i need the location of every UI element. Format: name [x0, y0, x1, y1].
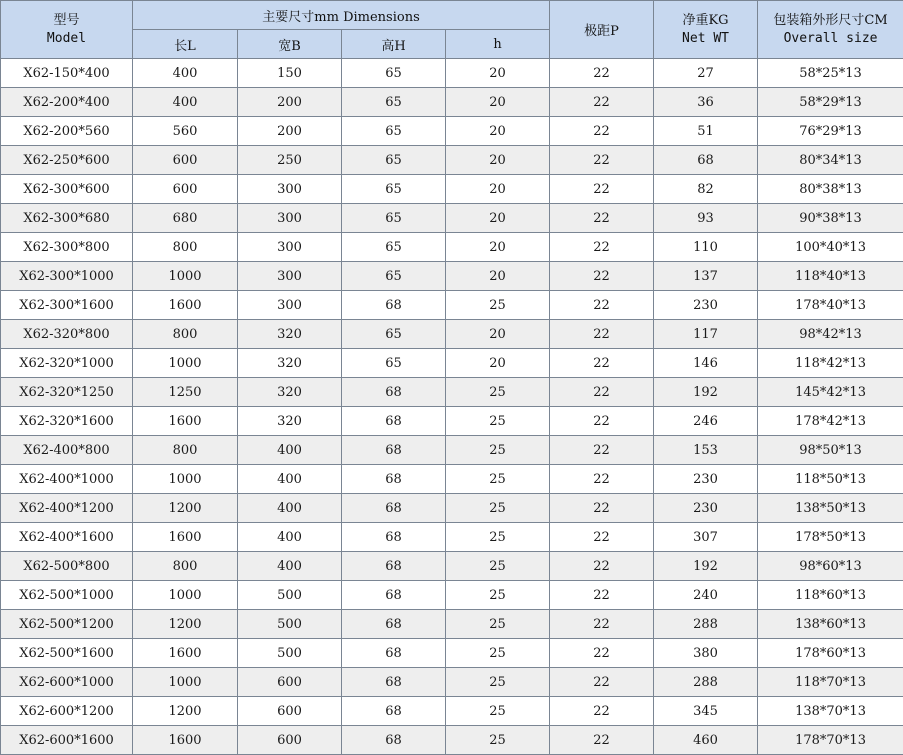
length-cell: 1000	[133, 668, 238, 697]
weight-cell: 240	[654, 581, 758, 610]
length-cell: 1000	[133, 465, 238, 494]
pitch-cell: 22	[550, 117, 654, 146]
width-cell: 200	[238, 88, 342, 117]
weight-cell: 230	[654, 291, 758, 320]
height-cell: 65	[342, 349, 446, 378]
length-cell: 1250	[133, 378, 238, 407]
h-cell: 25	[446, 436, 550, 465]
overall-size-cell: 98*42*13	[758, 320, 903, 349]
h-cell: 25	[446, 494, 550, 523]
overall-size-cell: 118*50*13	[758, 465, 903, 494]
model-cell: X62-400*800	[1, 436, 133, 465]
model-cell: X62-600*1600	[1, 726, 133, 755]
height-cell: 68	[342, 668, 446, 697]
table-row	[1, 117, 903, 146]
table-row	[1, 639, 903, 668]
table-row	[1, 146, 903, 175]
height-cell: 65	[342, 59, 446, 88]
width-cell: 320	[238, 378, 342, 407]
h-cell: 25	[446, 378, 550, 407]
weight-cell: 36	[654, 88, 758, 117]
overall-size-cell: 178*70*13	[758, 726, 903, 755]
table-row	[1, 581, 903, 610]
pitch-cell: 22	[550, 262, 654, 291]
height-cell: 68	[342, 697, 446, 726]
height-cell: 65	[342, 233, 446, 262]
overall-size-cell: 80*38*13	[758, 175, 903, 204]
pitch-cell: 22	[550, 378, 654, 407]
length-cell: 1600	[133, 639, 238, 668]
table-row	[1, 697, 903, 726]
width-cell: 400	[238, 494, 342, 523]
width-cell: 600	[238, 697, 342, 726]
weight-cell: 93	[654, 204, 758, 233]
table-row	[1, 262, 903, 291]
table-row	[1, 59, 903, 88]
length-cell: 1600	[133, 523, 238, 552]
table-body	[1, 59, 903, 755]
table-row	[1, 610, 903, 639]
length-cell: 600	[133, 175, 238, 204]
h-header: h	[446, 30, 550, 59]
weight-header-en: Net WT	[682, 30, 730, 46]
h-cell: 25	[446, 668, 550, 697]
model-cell: X62-200*400	[1, 88, 133, 117]
h-cell: 20	[446, 262, 550, 291]
pitch-cell: 22	[550, 581, 654, 610]
h-cell: 25	[446, 610, 550, 639]
weight-cell: 307	[654, 523, 758, 552]
weight-cell: 192	[654, 378, 758, 407]
overall-size-header-cn: 包装箱外形尺寸CM	[773, 12, 888, 28]
pitch-cell: 22	[550, 697, 654, 726]
pitch-cell: 22	[550, 494, 654, 523]
width-cell: 200	[238, 117, 342, 146]
length-cell: 560	[133, 117, 238, 146]
height-cell: 65	[342, 88, 446, 117]
height-cell: 65	[342, 117, 446, 146]
overall-size-cell: 145*42*13	[758, 378, 903, 407]
length-cell: 800	[133, 320, 238, 349]
height-cell: 68	[342, 436, 446, 465]
model-cell: X62-200*560	[1, 117, 133, 146]
weight-header	[654, 1, 758, 59]
weight-cell: 345	[654, 697, 758, 726]
pitch-cell: 22	[550, 233, 654, 262]
model-cell: X62-320*800	[1, 320, 133, 349]
length-cell: 1600	[133, 407, 238, 436]
length-cell: 680	[133, 204, 238, 233]
h-cell: 20	[446, 320, 550, 349]
width-cell: 320	[238, 349, 342, 378]
h-cell: 20	[446, 175, 550, 204]
length-cell: 1600	[133, 726, 238, 755]
pitch-cell: 22	[550, 204, 654, 233]
pitch-header: 极距P	[550, 1, 654, 59]
overall-size-cell: 138*50*13	[758, 494, 903, 523]
h-cell: 25	[446, 726, 550, 755]
model-cell: X62-320*1000	[1, 349, 133, 378]
model-cell: X62-500*1200	[1, 610, 133, 639]
overall-size-cell: 118*42*13	[758, 349, 903, 378]
model-cell: X62-400*1600	[1, 523, 133, 552]
pitch-cell: 22	[550, 175, 654, 204]
length-cell: 400	[133, 88, 238, 117]
h-cell: 25	[446, 407, 550, 436]
h-cell: 25	[446, 581, 550, 610]
model-header-cn: 型号	[53, 12, 80, 28]
weight-cell: 288	[654, 668, 758, 697]
model-cell: X62-300*1600	[1, 291, 133, 320]
height-cell: 65	[342, 320, 446, 349]
pitch-cell: 22	[550, 146, 654, 175]
overall-size-cell: 118*40*13	[758, 262, 903, 291]
width-header: 宽B	[238, 30, 342, 59]
dimensions-header: 主要尺寸mm Dimensions	[133, 1, 550, 30]
pitch-cell: 22	[550, 726, 654, 755]
overall-size-header	[758, 1, 903, 59]
table-row	[1, 378, 903, 407]
table-row	[1, 175, 903, 204]
weight-cell: 380	[654, 639, 758, 668]
overall-size-cell: 178*60*13	[758, 639, 903, 668]
overall-size-cell: 76*29*13	[758, 117, 903, 146]
width-cell: 400	[238, 523, 342, 552]
overall-size-cell: 138*70*13	[758, 697, 903, 726]
model-header	[1, 1, 133, 59]
width-cell: 300	[238, 291, 342, 320]
h-cell: 20	[446, 204, 550, 233]
pitch-cell: 22	[550, 88, 654, 117]
weight-cell: 288	[654, 610, 758, 639]
model-cell: X62-600*1000	[1, 668, 133, 697]
height-cell: 65	[342, 204, 446, 233]
table-header	[1, 1, 903, 59]
table-row	[1, 726, 903, 755]
length-cell: 800	[133, 233, 238, 262]
weight-cell: 110	[654, 233, 758, 262]
model-cell: X62-300*680	[1, 204, 133, 233]
h-cell: 20	[446, 233, 550, 262]
table-row	[1, 291, 903, 320]
table-row	[1, 233, 903, 262]
height-cell: 68	[342, 465, 446, 494]
width-cell: 300	[238, 204, 342, 233]
width-cell: 320	[238, 407, 342, 436]
width-cell: 250	[238, 146, 342, 175]
pitch-cell: 22	[550, 436, 654, 465]
h-cell: 25	[446, 291, 550, 320]
weight-cell: 117	[654, 320, 758, 349]
length-cell: 1200	[133, 494, 238, 523]
length-cell: 800	[133, 552, 238, 581]
weight-cell: 137	[654, 262, 758, 291]
height-cell: 68	[342, 378, 446, 407]
length-cell: 1200	[133, 610, 238, 639]
width-cell: 300	[238, 262, 342, 291]
overall-size-cell: 178*50*13	[758, 523, 903, 552]
height-cell: 68	[342, 581, 446, 610]
table-row	[1, 320, 903, 349]
height-cell: 65	[342, 175, 446, 204]
pitch-cell: 22	[550, 639, 654, 668]
overall-size-cell: 118*70*13	[758, 668, 903, 697]
overall-size-cell: 80*34*13	[758, 146, 903, 175]
length-cell: 1000	[133, 262, 238, 291]
weight-header-cn: 净重KG	[682, 12, 729, 28]
table-row	[1, 407, 903, 436]
weight-cell: 82	[654, 175, 758, 204]
weight-cell: 27	[654, 59, 758, 88]
h-cell: 20	[446, 117, 550, 146]
model-cell: X62-300*1000	[1, 262, 133, 291]
length-cell: 1000	[133, 349, 238, 378]
h-cell: 25	[446, 552, 550, 581]
height-cell: 68	[342, 639, 446, 668]
height-cell: 68	[342, 552, 446, 581]
width-cell: 300	[238, 233, 342, 262]
h-cell: 20	[446, 88, 550, 117]
table-row	[1, 494, 903, 523]
h-cell: 25	[446, 639, 550, 668]
model-cell: X62-400*1000	[1, 465, 133, 494]
overall-size-header-en: Overall size	[783, 30, 878, 46]
weight-cell: 51	[654, 117, 758, 146]
overall-size-cell: 118*60*13	[758, 581, 903, 610]
pitch-cell: 22	[550, 320, 654, 349]
length-cell: 400	[133, 59, 238, 88]
overall-size-cell: 90*38*13	[758, 204, 903, 233]
pitch-cell: 22	[550, 668, 654, 697]
overall-size-cell: 58*25*13	[758, 59, 903, 88]
height-cell: 68	[342, 494, 446, 523]
model-cell: X62-150*400	[1, 59, 133, 88]
height-cell: 68	[342, 610, 446, 639]
model-cell: X62-500*1000	[1, 581, 133, 610]
width-cell: 600	[238, 668, 342, 697]
length-cell: 600	[133, 146, 238, 175]
weight-cell: 146	[654, 349, 758, 378]
overall-size-cell: 98*50*13	[758, 436, 903, 465]
model-cell: X62-250*600	[1, 146, 133, 175]
table-row	[1, 204, 903, 233]
width-cell: 600	[238, 726, 342, 755]
width-cell: 500	[238, 581, 342, 610]
table-row	[1, 436, 903, 465]
h-cell: 20	[446, 59, 550, 88]
table-row	[1, 465, 903, 494]
table-row	[1, 523, 903, 552]
overall-size-cell: 98*60*13	[758, 552, 903, 581]
length-cell: 1000	[133, 581, 238, 610]
width-cell: 300	[238, 175, 342, 204]
model-cell: X62-500*1600	[1, 639, 133, 668]
height-header: 高H	[342, 30, 446, 59]
weight-cell: 68	[654, 146, 758, 175]
pitch-cell: 22	[550, 465, 654, 494]
table-row	[1, 349, 903, 378]
h-cell: 20	[446, 146, 550, 175]
model-cell: X62-300*800	[1, 233, 133, 262]
length-cell: 1200	[133, 697, 238, 726]
model-cell: X62-400*1200	[1, 494, 133, 523]
weight-cell: 230	[654, 494, 758, 523]
width-cell: 320	[238, 320, 342, 349]
overall-size-cell: 178*40*13	[758, 291, 903, 320]
pitch-cell: 22	[550, 610, 654, 639]
height-cell: 68	[342, 523, 446, 552]
h-cell: 20	[446, 349, 550, 378]
pitch-cell: 22	[550, 523, 654, 552]
width-cell: 400	[238, 436, 342, 465]
length-cell: 800	[133, 436, 238, 465]
weight-cell: 460	[654, 726, 758, 755]
height-cell: 68	[342, 291, 446, 320]
pitch-cell: 22	[550, 349, 654, 378]
h-cell: 25	[446, 697, 550, 726]
height-cell: 65	[342, 262, 446, 291]
h-cell: 25	[446, 523, 550, 552]
width-cell: 400	[238, 465, 342, 494]
height-cell: 65	[342, 146, 446, 175]
pitch-cell: 22	[550, 407, 654, 436]
model-cell: X62-320*1600	[1, 407, 133, 436]
h-cell: 25	[446, 465, 550, 494]
length-header: 长L	[133, 30, 238, 59]
weight-cell: 230	[654, 465, 758, 494]
length-cell: 1600	[133, 291, 238, 320]
model-cell: X62-600*1200	[1, 697, 133, 726]
height-cell: 68	[342, 407, 446, 436]
pitch-cell: 22	[550, 291, 654, 320]
overall-size-cell: 138*60*13	[758, 610, 903, 639]
width-cell: 500	[238, 639, 342, 668]
width-cell: 500	[238, 610, 342, 639]
model-cell: X62-500*800	[1, 552, 133, 581]
model-cell: X62-300*600	[1, 175, 133, 204]
height-cell: 68	[342, 726, 446, 755]
weight-cell: 246	[654, 407, 758, 436]
overall-size-cell: 58*29*13	[758, 88, 903, 117]
weight-cell: 153	[654, 436, 758, 465]
model-cell: X62-320*1250	[1, 378, 133, 407]
table-row	[1, 552, 903, 581]
pitch-cell: 22	[550, 552, 654, 581]
table-row	[1, 88, 903, 117]
weight-cell: 192	[654, 552, 758, 581]
overall-size-cell: 100*40*13	[758, 233, 903, 262]
width-cell: 400	[238, 552, 342, 581]
table-row	[1, 668, 903, 697]
width-cell: 150	[238, 59, 342, 88]
overall-size-cell: 178*42*13	[758, 407, 903, 436]
model-header-en: Model	[46, 30, 87, 46]
pitch-cell: 22	[550, 59, 654, 88]
